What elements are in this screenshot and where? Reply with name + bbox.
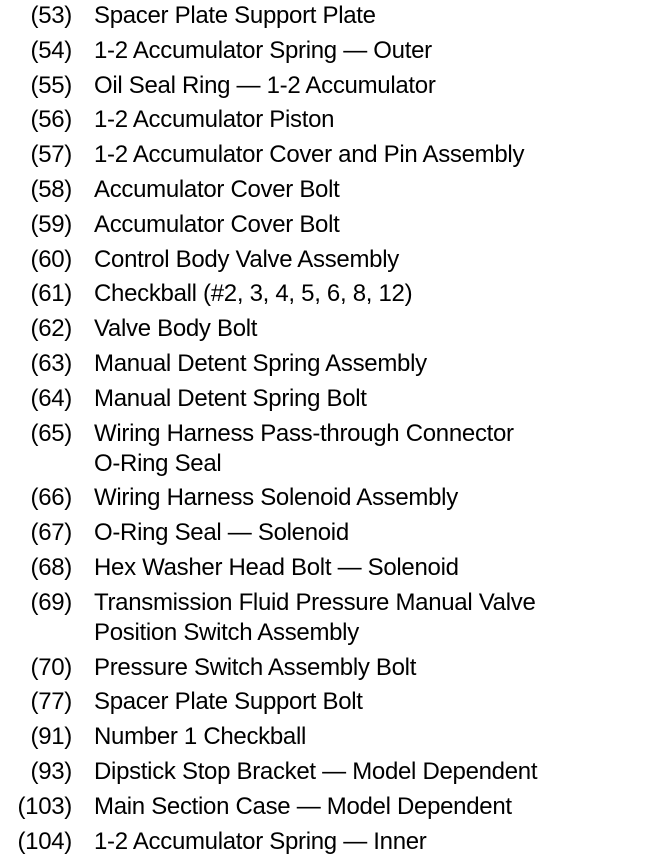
item-number: (70): [30, 653, 72, 681]
list-item: [0, 314, 672, 344]
list-item: [0, 518, 672, 548]
item-description: 1-2 Accumulator Spring — Outer: [94, 36, 432, 64]
item-number: (91): [30, 723, 72, 751]
item-number: (68): [30, 553, 72, 581]
item-description: Wiring Harness Solenoid Assembly: [94, 484, 458, 512]
item-number: (104): [17, 827, 72, 855]
item-number: (65): [30, 419, 72, 447]
list-item: [0, 36, 672, 66]
item-description: Checkball (#2, 3, 4, 5, 6, 8, 12): [94, 280, 413, 308]
list-item: [0, 384, 672, 414]
list-item: [0, 553, 672, 583]
item-description: 1-2 Accumulator Cover and Pin Assembly: [94, 141, 525, 169]
item-number: (62): [30, 315, 72, 343]
list-item: [0, 483, 672, 513]
item-description: Manual Detent Spring Bolt: [94, 384, 367, 412]
item-number: (93): [30, 757, 72, 785]
list-item: [0, 210, 672, 240]
item-description: Transmission Fluid Pressure Manual Valve Position Switch Assembly: [94, 588, 536, 646]
item-number: (66): [30, 484, 72, 512]
list-item: [0, 1, 672, 31]
item-number: (57): [30, 141, 72, 169]
list-item: [0, 419, 672, 479]
list-item: [0, 687, 672, 717]
list-item: [0, 827, 672, 857]
item-description: Valve Body Bolt: [94, 315, 258, 343]
item-description: Main Section Case — Model Dependent: [94, 792, 512, 820]
item-description: Number 1 Checkball: [94, 723, 307, 751]
item-description: Pressure Switch Assembly Bolt: [94, 653, 417, 681]
item-number: (67): [30, 519, 72, 547]
item-number: (59): [30, 210, 72, 238]
item-number: (69): [30, 588, 72, 616]
item-number: (58): [30, 175, 72, 203]
list-item: [0, 105, 672, 135]
item-number: (61): [30, 280, 72, 308]
item-description: O-Ring Seal — Solenoid: [94, 519, 349, 547]
item-description: 1-2 Accumulator Piston: [94, 106, 335, 134]
item-number: (53): [30, 2, 72, 29]
list-item: [0, 792, 672, 822]
item-number: (60): [30, 245, 72, 273]
list-item: [0, 175, 672, 205]
item-description: Accumulator Cover Bolt: [94, 210, 340, 238]
list-item: [0, 349, 672, 379]
item-description: Control Body Valve Assembly: [94, 245, 399, 273]
item-description: Spacer Plate Support Plate: [94, 2, 376, 29]
list-item: [0, 140, 672, 170]
list-item: [0, 722, 672, 752]
item-description: Accumulator Cover Bolt: [94, 175, 340, 203]
item-number: (64): [30, 384, 72, 412]
list-item: [0, 71, 672, 101]
item-description: Hex Washer Head Bolt — Solenoid: [94, 553, 459, 581]
list-item: [0, 757, 672, 787]
item-description: 1-2 Accumulator Spring — Inner: [94, 827, 427, 855]
item-description: Oil Seal Ring — 1-2 Accumulator: [94, 71, 436, 99]
item-number: (54): [30, 36, 72, 64]
item-description: Manual Detent Spring Assembly: [94, 349, 427, 377]
list-item: [0, 245, 672, 275]
item-number: (103): [17, 792, 72, 820]
item-description: Dipstick Stop Bracket — Model Dependent: [94, 757, 538, 785]
list-item: [0, 279, 672, 309]
item-description: Wiring Harness Pass-through Connector O-Ring Seal: [94, 419, 514, 477]
item-number: (55): [30, 71, 72, 99]
item-description: Spacer Plate Support Bolt: [94, 688, 363, 716]
item-number: (77): [30, 688, 72, 716]
list-item: [0, 653, 672, 683]
parts-list: [0, 1, 672, 861]
item-number: (63): [30, 349, 72, 377]
item-number: (56): [30, 106, 72, 134]
list-item: [0, 588, 672, 648]
